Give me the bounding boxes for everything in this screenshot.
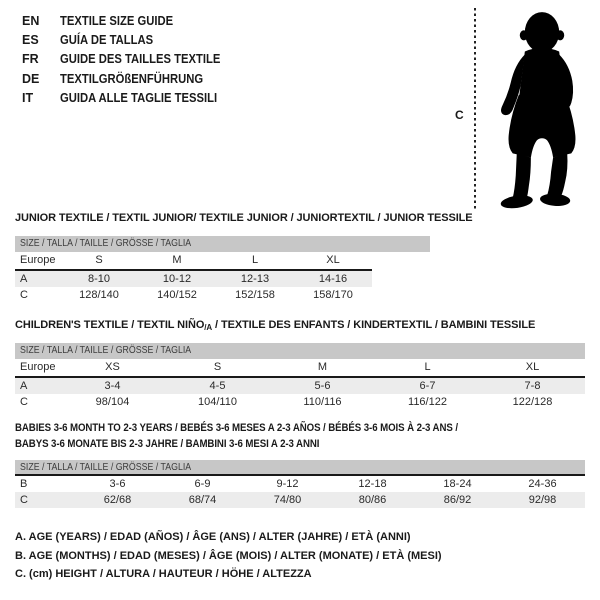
babies-size-header-bar	[15, 460, 585, 476]
language-row-es	[22, 30, 238, 49]
table-cell: 62/68	[75, 492, 160, 508]
table-row	[15, 394, 585, 410]
table-cell: 122/128	[512, 396, 553, 408]
table-cell: 5-6	[270, 377, 375, 394]
column-header: L	[375, 359, 480, 377]
babies-title-line1: BABIES 3-6 MONTH TO 2-3 YEARS / BEBÉS 3-6 MESES A 2-3 AÑOS / BÉBÉS 3-6 MOIS À 2-3 ANS /	[15, 422, 458, 434]
row-label: B	[20, 478, 28, 490]
footnote-c	[15, 565, 442, 584]
row-label: C	[20, 289, 28, 301]
column-header: M	[270, 359, 375, 377]
babies-table-title	[15, 420, 585, 452]
table-cell: 80/86	[330, 492, 415, 508]
table-cell: 24-36	[528, 478, 557, 490]
table-cell: 104/110	[198, 396, 237, 408]
height-measure-dotted-line	[474, 8, 476, 210]
column-header: Europe	[15, 359, 60, 377]
row-label: A	[15, 377, 60, 394]
table-cell: 12-13	[216, 270, 294, 287]
language-code: ES	[22, 32, 39, 47]
table-cell: 3-4	[60, 377, 165, 394]
column-header: XL	[480, 359, 585, 377]
table-cell: 3-6	[109, 478, 126, 490]
table-cell: 14-16	[294, 270, 372, 287]
children-section	[15, 318, 585, 410]
table-cell: 12-18	[358, 478, 387, 490]
footnote-c-text: C. (cm) HEIGHT / ALTURA / HAUTEUR / HÖHE / ALTEZZA	[15, 568, 312, 580]
language-code: FR	[22, 52, 39, 67]
language-code: DE	[22, 71, 40, 86]
footnotes	[15, 528, 442, 584]
toddler-silhouette-icon	[486, 4, 598, 216]
table-cell: 152/158	[235, 289, 275, 301]
title-part: CHILDREN'S TEXTILE / TEXTIL NIÑO	[15, 319, 205, 331]
table-cell: 110/116	[303, 396, 342, 408]
language-title: TEXTILGRÖßENFÜHRUNG	[60, 71, 204, 86]
language-row-en	[22, 11, 238, 30]
babies-title-line2: BABYS 3-6 MONATE BIS 2-3 JAHRE / BAMBINI 3-6 MESI A 2-3 ANNI	[15, 438, 320, 450]
table-cell: 7-8	[480, 377, 585, 394]
size-header-text: SIZE / TALLA / TAILLE / GRÖSSE / TAGLIA	[20, 238, 192, 249]
children-table-title-text	[15, 319, 535, 331]
table-cell: 92/98	[500, 492, 585, 508]
table-cell: 68/74	[160, 492, 245, 508]
table-row	[15, 377, 585, 394]
junior-table-title	[15, 211, 473, 226]
language-title: GUIDA ALLE TAGLIE TESSILI	[60, 90, 218, 105]
table-cell: 98/104	[95, 396, 130, 408]
footnote-b	[15, 547, 442, 566]
table-row	[15, 359, 585, 377]
table-row	[15, 492, 585, 508]
table-cell: 18-24	[443, 478, 472, 490]
table-cell: 128/140	[79, 289, 119, 301]
table-cell: 10-12	[138, 270, 216, 287]
table-row	[15, 270, 372, 287]
footnote-b-text: B. AGE (MONTHS) / EDAD (MESES) / ÂGE (MOIS) / ALTER (MONATE) / ETÀ (MESI)	[15, 549, 442, 562]
column-header: L	[216, 252, 294, 270]
title-subscript: /A	[204, 323, 213, 332]
language-list	[22, 11, 238, 107]
language-code: EN	[22, 13, 40, 28]
size-header-text: SIZE / TALLA / TAILLE / GRÖSSE / TAGLIA	[20, 345, 192, 356]
column-header: XS	[60, 359, 165, 377]
table-row	[15, 476, 585, 492]
footnote-a-text: A. AGE (YEARS) / EDAD (AÑOS) / ÂGE (ANS) / ALTER (JAHRE) / ETÀ (ANNI)	[15, 531, 411, 543]
table-row	[15, 252, 372, 270]
column-header: S	[165, 359, 270, 377]
footnote-a	[15, 528, 442, 547]
table-cell: 9-12	[276, 478, 299, 490]
babies-section	[15, 420, 585, 508]
junior-section	[15, 211, 473, 303]
table-row	[15, 287, 372, 303]
row-label: C	[20, 396, 28, 408]
junior-size-header-bar	[15, 236, 430, 252]
row-label: A	[15, 270, 60, 287]
children-size-table	[15, 359, 585, 410]
language-title: GUÍA DE TALLAS	[60, 32, 154, 47]
title-part: / TEXTILE DES ENFANTS / KINDERTEXTIL / BAMBINI TESSILE	[212, 319, 536, 331]
table-cell: 6-9	[194, 478, 211, 490]
table-cell: 158/170	[313, 289, 353, 301]
language-row-it	[22, 88, 238, 107]
children-size-header-bar	[15, 343, 585, 359]
language-code: IT	[22, 90, 34, 105]
babies-size-table	[15, 476, 585, 508]
column-header: S	[60, 252, 138, 270]
junior-table-title-text: JUNIOR TEXTILE / TEXTIL JUNIOR/ TEXTILE JUNIOR / JUNIORTEXTIL / JUNIOR TESSILE	[15, 212, 473, 224]
language-row-de	[22, 69, 238, 88]
table-cell: 86/92	[415, 492, 500, 508]
row-label: C	[15, 492, 75, 508]
table-cell: 8-10	[60, 270, 138, 287]
table-cell: 6-7	[375, 377, 480, 394]
column-header: XL	[294, 252, 372, 270]
table-cell: 74/80	[245, 492, 330, 508]
children-table-title	[15, 318, 585, 333]
junior-size-table	[15, 252, 372, 303]
height-measure-label: C	[455, 108, 464, 122]
table-cell: 116/122	[408, 396, 447, 408]
column-header: M	[138, 252, 216, 270]
table-cell: 140/152	[157, 289, 197, 301]
language-row-fr	[22, 50, 238, 69]
column-header: Europe	[15, 252, 60, 270]
language-title: GUIDE DES TAILLES TEXTILE	[60, 52, 221, 67]
size-header-text: SIZE / TALLA / TAILLE / GRÖSSE / TAGLIA	[20, 462, 192, 473]
table-cell: 4-5	[165, 377, 270, 394]
language-title: TEXTILE SIZE GUIDE	[60, 13, 174, 28]
